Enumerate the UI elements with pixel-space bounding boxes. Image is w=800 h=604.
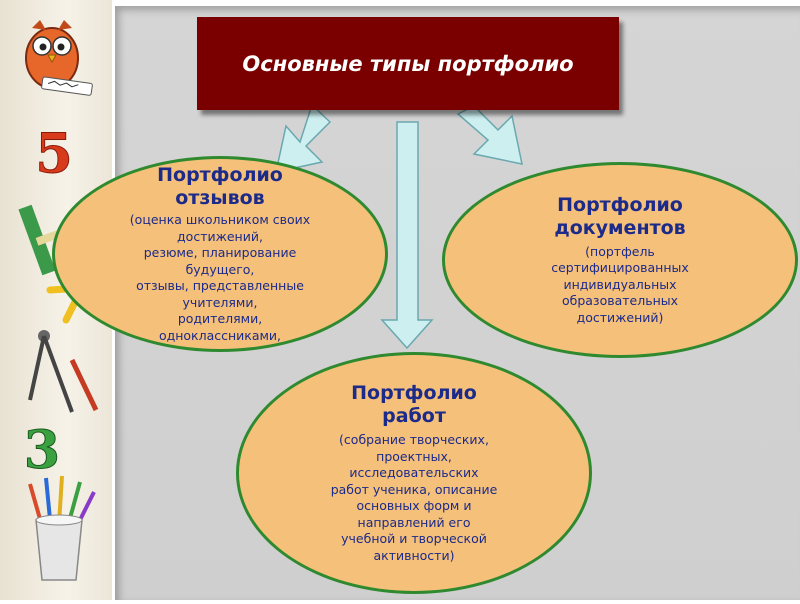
arrow-down-left: [276, 105, 330, 172]
node-description-line: (оценка школьником своих: [129, 212, 311, 227]
arrow-down: [382, 122, 432, 348]
node-description-line: отзывы, представленные: [136, 278, 304, 293]
node-title-line: отзывов: [175, 187, 265, 209]
node-title: [157, 164, 283, 210]
node-title-line: работ: [382, 405, 446, 427]
digit-5: 5: [35, 121, 73, 185]
node-title-line: документов: [554, 216, 686, 239]
arrow-down-right: [458, 106, 522, 164]
node-title: [554, 194, 685, 240]
node-description-line: учебной и творческой: [341, 531, 487, 546]
node-description-line: индивидуальных: [563, 276, 677, 292]
node-description-line: работ ученика, описание: [330, 481, 498, 497]
node-title-line: Портфолио: [157, 164, 283, 186]
node-description: [551, 244, 689, 327]
node-description-line: (портфель: [585, 243, 655, 259]
node-description-line: будущего,: [185, 261, 255, 277]
node-title: [351, 382, 477, 428]
node-description-line: исследовательских: [349, 465, 479, 480]
node-description-line: сертифицированных: [551, 260, 689, 276]
node-documents-portfolio: [442, 162, 798, 358]
node-works-portfolio: [236, 352, 592, 594]
node-description-line: направлений его: [357, 514, 471, 530]
node-description-line: достижений,: [177, 228, 263, 244]
node-description-line: образовательных: [561, 293, 679, 309]
diagram-title: Основные типы портфолио: [197, 17, 619, 110]
node-description-line: одноклассниками,: [158, 327, 282, 343]
node-description: [130, 212, 310, 344]
node-description-line: активности): [373, 547, 455, 563]
node-description-line: резюме, планирование: [143, 245, 297, 260]
node-description-line: основных форм и: [356, 498, 472, 513]
node-description-line: (собрание творческих,: [339, 432, 489, 447]
digit-3: 3: [23, 420, 61, 481]
node-title-line: Портфолио: [557, 193, 683, 216]
node-description-line: достижений): [576, 309, 664, 325]
node-description-line: проектных,: [376, 448, 452, 464]
node-reviews-portfolio: [52, 156, 388, 352]
node-description: [331, 432, 498, 564]
node-description-line: родителями,: [177, 311, 263, 326]
node-description-line: учителями,: [182, 294, 258, 310]
node-title-line: Портфолио: [351, 382, 477, 404]
